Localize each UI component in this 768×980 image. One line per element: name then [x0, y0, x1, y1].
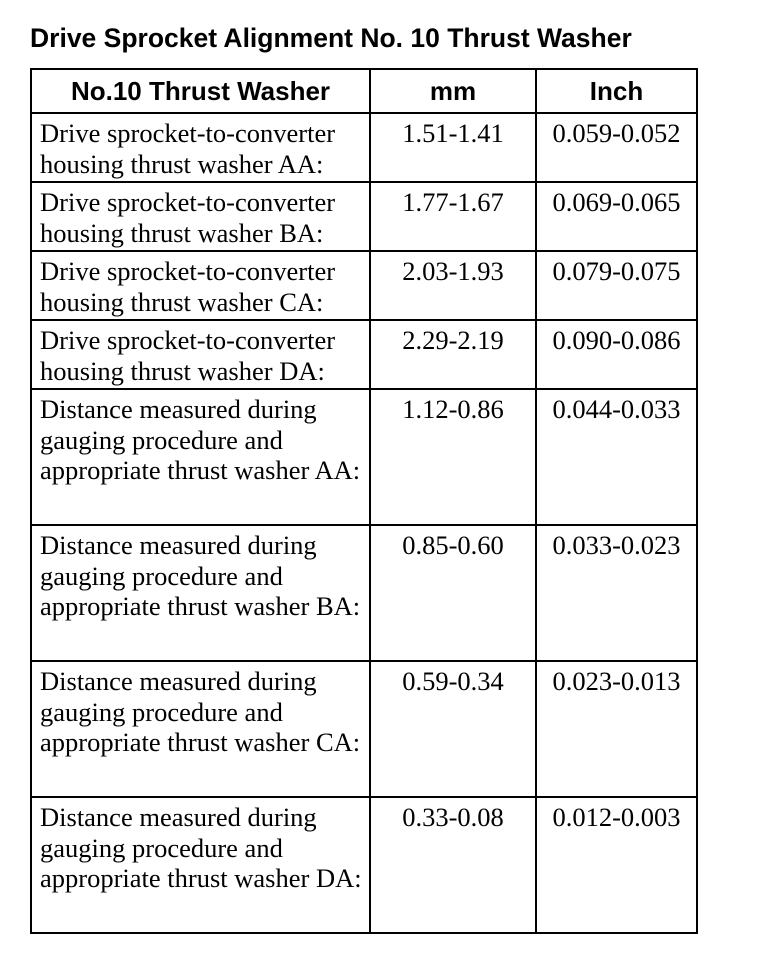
row-mm: 0.85-0.60	[370, 525, 536, 661]
row-inch: 0.079-0.075	[536, 251, 697, 320]
row-description: Drive sprocket-to-converter housing thrust washer DA:	[31, 320, 370, 389]
header-mm: mm	[370, 69, 536, 113]
row-inch: 0.023-0.013	[536, 661, 697, 797]
header-description: No.10 Thrust Washer	[31, 69, 370, 113]
row-mm: 2.03-1.93	[370, 251, 536, 320]
row-description: Distance measured during gauging procedure and appropriate thrust washer BA:	[31, 525, 370, 661]
table-row	[31, 389, 697, 525]
row-inch: 0.059-0.052	[536, 113, 697, 182]
thrust-washer-table	[30, 68, 698, 934]
table-row	[31, 661, 697, 797]
row-mm: 1.12-0.86	[370, 389, 536, 525]
table-row	[31, 320, 697, 389]
row-mm: 0.33-0.08	[370, 797, 536, 933]
table-row	[31, 113, 697, 182]
row-inch: 0.044-0.033	[536, 389, 697, 525]
table-row	[31, 525, 697, 661]
row-inch: 0.069-0.065	[536, 182, 697, 251]
row-mm: 2.29-2.19	[370, 320, 536, 389]
row-inch: 0.033-0.023	[536, 525, 697, 661]
row-inch: 0.090-0.086	[536, 320, 697, 389]
row-description: Drive sprocket-to-converter housing thrust washer AA:	[31, 113, 370, 182]
row-description: Distance measured during gauging procedure and appropriate thrust washer DA:	[31, 797, 370, 933]
table-row	[31, 251, 697, 320]
row-description: Drive sprocket-to-converter housing thrust washer BA:	[31, 182, 370, 251]
table-row	[31, 182, 697, 251]
row-description: Distance measured during gauging procedure and appropriate thrust washer CA:	[31, 661, 370, 797]
row-inch: 0.012-0.003	[536, 797, 697, 933]
row-description: Drive sprocket-to-converter housing thrust washer CA:	[31, 251, 370, 320]
row-mm: 0.59-0.34	[370, 661, 536, 797]
table-header-row	[31, 69, 697, 113]
row-mm: 1.51-1.41	[370, 113, 536, 182]
header-inch: Inch	[536, 69, 697, 113]
table-row	[31, 797, 697, 933]
row-description: Distance measured during gauging procedure and appropriate thrust washer AA:	[31, 389, 370, 525]
row-mm: 1.77-1.67	[370, 182, 536, 251]
page-title: Drive Sprocket Alignment No. 10 Thrust Washer	[30, 23, 632, 53]
